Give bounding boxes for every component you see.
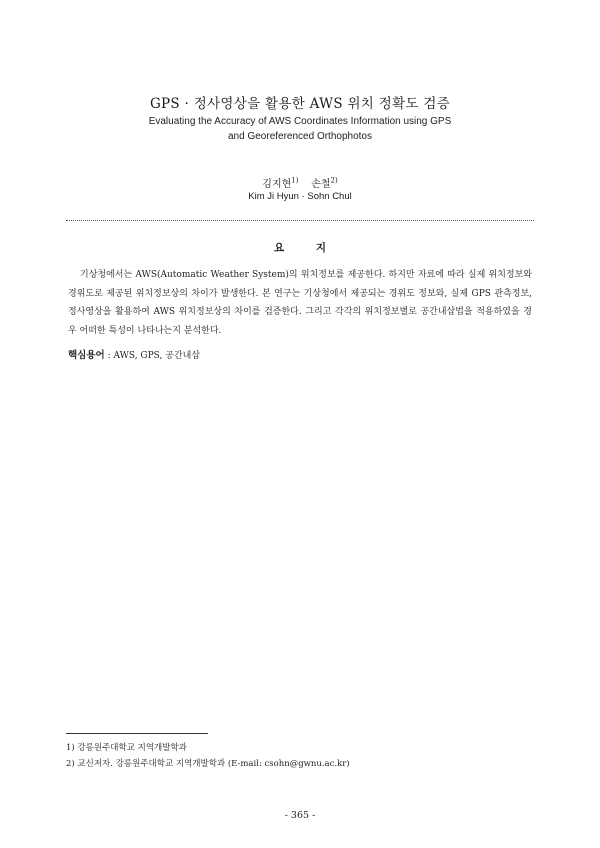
- author-2-footnote-mark: 2): [330, 176, 338, 185]
- keywords-label: 핵심용어: [68, 350, 105, 361]
- keywords: [68, 347, 200, 361]
- footnotes: [66, 740, 350, 772]
- authors-english: Kim Ji Hyun · Sohn Chul: [248, 191, 352, 202]
- paper-title-english: [120, 114, 480, 144]
- title-english-line-1: Evaluating the Accuracy of AWS Coordinates Information using GPS: [148, 116, 452, 127]
- footnote-1: 1) 강릉원주대학교 지역개발학과: [66, 743, 187, 753]
- author-2-name: 손철: [311, 179, 331, 190]
- section-divider: [66, 220, 534, 221]
- author-1-footnote-mark: 1): [291, 176, 299, 185]
- authors-korean: [0, 175, 600, 190]
- footnote-2: 2) 교신저자. 강릉원주대학교 지역개발학과 (E-mail: csohn@gwnu.ac.kr): [66, 759, 350, 769]
- title-english-line-2: and Georeferenced Orthophotos: [228, 131, 372, 142]
- keywords-separator: :: [104, 351, 114, 361]
- paper-title-korean: GPS · 정사영상을 활용한 AWS 위치 정확도 검증: [149, 96, 451, 112]
- keywords-values: AWS, GPS, 공간내삽: [113, 351, 201, 361]
- page-number: - 365 -: [284, 810, 316, 821]
- footnote-rule: [66, 733, 208, 734]
- abstract-heading: 요 지: [274, 242, 340, 254]
- author-1-name: 김지현: [262, 179, 292, 190]
- abstract-body: 기상청에서는 AWS(Automatic Weather System)의 위치정보를 제공한다. 하지만 자료에 따라 실제 위치정보와 경위도로 제공된 위치정보상의 차이가 발생한다. 본 연구는 기상청에서 제공되는 경위도 정보와, 실제 GPS 관측정보, 정사영상을 활용하여 AWS 위치정보상의 차이를 검증한다. 그리고 각각의 위치정보별로 공간내삽법을 적용하였을 경우 어떠한 특성이 나타나는지 분석한다.: [68, 270, 532, 336]
